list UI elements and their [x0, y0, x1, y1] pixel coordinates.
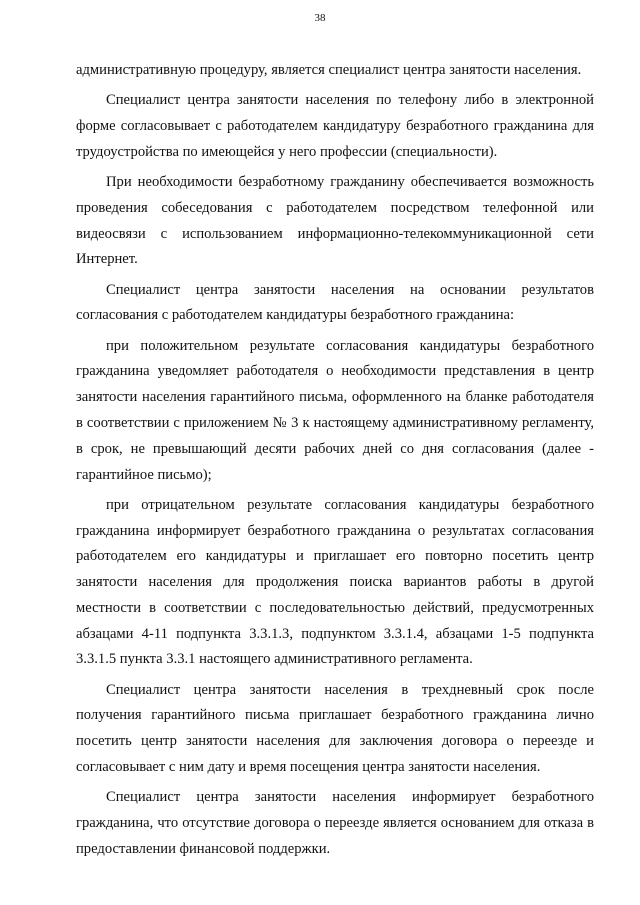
page-number: 38 — [314, 12, 326, 24]
paragraph-continuation: административную процедуру, является специалист центра занятости населения. — [76, 62, 582, 78]
paragraph: при положительном результате согласования кандидатуры безработного гражданина уведомляет работодателя о необходимости представления в центр занятости населения гарантийного письма, оформленного на бланке работодателя в соответствии с приложением № 3 к настоящему административному регламенту, в срок, не превышающий десяти рабочих дней со дня согласования (далее - гарантийное письмо); — [76, 337, 594, 483]
paragraph: Специалист центра занятости населения на основании результатов согласования с работодателем кандидатуры безработного гражданина: — [76, 281, 594, 324]
paragraph: Специалист центра занятости населения информирует безработного гражданина, что отсутствие договора о переезде является основанием для отказа в предоставлении финансовой поддержки. — [76, 789, 594, 857]
paragraph: при отрицательном результате согласования кандидатуры безработного гражданина информирует безработного гражданина о результатах согласования работодателем его кандидатуры и приглашает его повторно посетить центр занятости населения для продолжения поиска вариантов работы в другой местности в соответствии с последовательностью действий, предусмотренных абзацами 4-11 подпункта 3.3.1.3, подпунктом 3.3.1.4, абзацами 1-5 подпункта 3.3.1.5 пункта 3.3.1 настоящего административного регламента. — [76, 496, 594, 668]
document-body — [76, 58, 594, 867]
paragraph: Специалист центра занятости населения в трехдневный срок после получения гарантийного письма приглашает безработного гражданина лично посетить центр занятости населения для заключения договора о переезде и согласовывает с ним дату и время посещения центра занятости населения. — [76, 681, 594, 776]
paragraph: Специалист центра занятости населения по телефону либо в электронной форме согласовывает с работодателем кандидатуру безработного гражданина для трудоустройства по имеющейся у него профессии (специальности). — [76, 92, 594, 160]
paragraph: При необходимости безработному гражданину обеспечивается возможность проведения собеседования с работодателем посредством телефонной или видеосвязи с использованием информационно-телекоммуникационной сети Интернет. — [76, 173, 594, 268]
